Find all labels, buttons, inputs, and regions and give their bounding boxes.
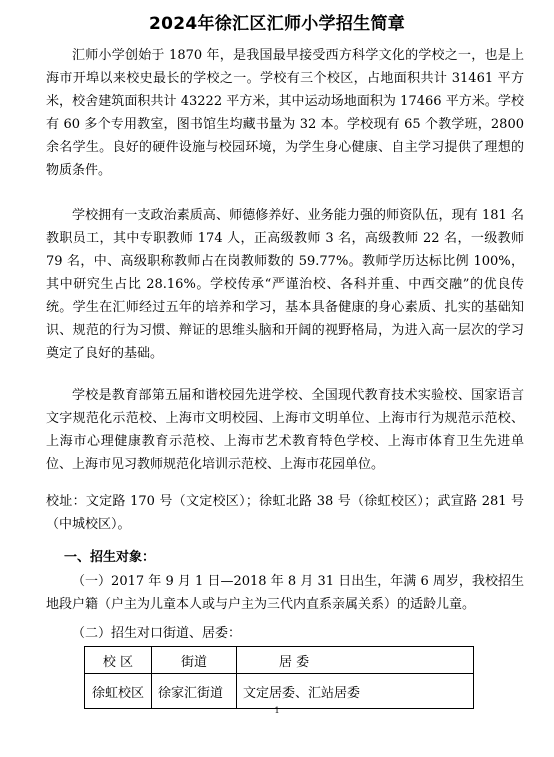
enrollment-item-2: （二）招生对口街道、居委： [72,626,242,641]
table-header-street: 街道 [152,647,237,674]
table-cell-committee: 文定居委、汇站居委 [237,674,474,709]
table-cell-street: 徐家汇街道 [152,674,237,709]
paragraph-faculty: 学校拥有一支政治素质高、师德修养好、业务能力强的师资队伍，现有 181 名教职员工，其中专职教师 174 人，正高级教师 3 名，高级教师 22 名，一级教师 79 名，中、高级职称教师占在岗教师数的 59.77%。教师学历达标比例 100%，其中研究生占比 28.16%。学校传承“严谨治校、各科并重、中西交融”的优良传统。学生在汇师经过五年的培养和学习，基本具备健康的身心素质、扎实的基础知识、规范的行为习惯、辩证的思维头脑和开阔的视野格局，为进入高一层次的学习奠定了良好的基础。 [46,208,524,361]
table-header-row [85,647,474,674]
paragraph-honors: 学校是教育部第五届和谐校园先进学校、全国现代教育技术实验校、国家语言文字规范化示范校、上海市文明校园、上海市文明单位、上海市行为规范示范校、上海市心理健康教育示范校、上海市艺术教育特色学校、上海市体育卫生先进单位、上海市见习教师规范化培训示范校、上海市花园单位。 [46,388,524,472]
table-header-campus: 校 区 [85,647,152,674]
section-heading-enrollment-target: 一、招生对象： [64,550,156,565]
district-table [84,646,474,709]
table-header-committee: 居 委 [237,647,474,674]
table-row [85,674,474,709]
school-address: 校址：文定路 170 号（文定校区）；徐虹北路 38 号（徐虹校区）；武宣路 281 号（中城校区）。 [46,494,524,532]
page-number: 1 [274,706,280,715]
document-title: 2024年徐汇区汇师小学招生简章 [148,14,406,34]
paragraph-school-history: 汇师小学创始于 1870 年，是我国最早接受西方科学文化的学校之一，也是上海市开埠以来校史最长的学校之一。学校有三个校区，占地面积共计 31461 平方米，校舍建筑面积共计 43222 平方米，其中运动场地面积为 17466 平方米。学校有 60 多个专用教室，图书馆生均藏书量为 32 本。学校现有 65 个教学班，2800 余名学生。良好的硬件设施与校园环境，为学生身心健康、自主学习提供了理想的物质条件。 [46,48,524,178]
enrollment-item-1: （一）2017 年 9 月 1 日—2018 年 8 月 31 日出生，年满 6 周岁，我校招生地段户籍（户主为儿童本人或与户主为三代内直系亲属关系）的适龄儿童。 [46,574,524,612]
table-cell-campus: 徐虹校区 [85,674,152,709]
